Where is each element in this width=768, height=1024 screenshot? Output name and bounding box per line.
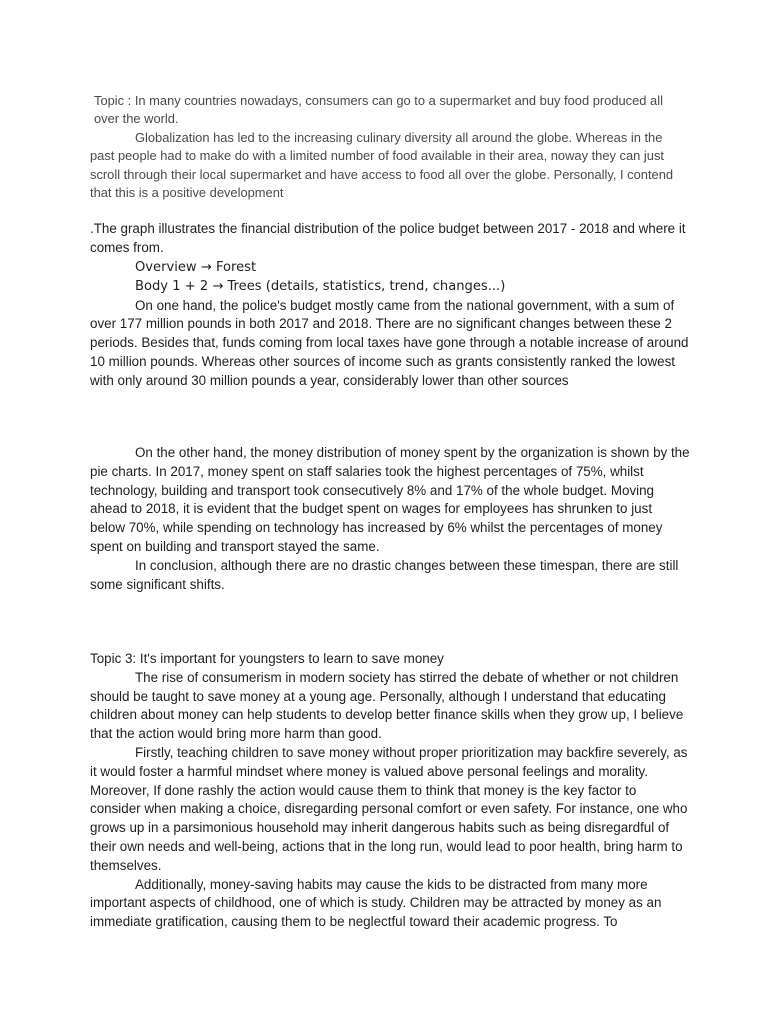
topic2-continued bbox=[90, 444, 690, 594]
topic1-paragraph: Globalization has led to the increasing culinary diversity all around the globe. Whereas in the past people had to make do with a limited number of food available in their area, noway they can just scroll through their local supermarket and have access to food all over the globe. Personally, I contend that this is a positive development bbox=[90, 129, 674, 201]
topic2-body2: On the other hand, the money distribution of money spent by the organization is shown by the pie charts. In 2017, money spent on staff salaries took the highest percentages of 75%, whilst technology, building and transport took consecutively 8% and 17% of the whole budget. Moving ahead to 2018, it is evident that the budget spent on wages for employees has shrunken to just below 70%, while spending on technology has increased by 6% whilst the percentages of money spent on building and transport stayed the same. bbox=[90, 445, 690, 554]
topic2-body1: On one hand, the police's budget mostly came from the national government, with a sum of over 177 million pounds in both 2017 and 2018. There are no significant changes between these 2 periods. Besides that, funds coming from local taxes have gone through a notable increase of around 10 million pounds. Whereas other sources of income such as grants consistently ranked the lowest with only around 30 million pounds a year, considerably lower than other sources bbox=[90, 297, 689, 388]
outline-overview: Overview → Forest bbox=[135, 259, 257, 275]
topic1-title: Topic : In many countries nowadays, consumers can go to a supermarket and buy food produced all over the world. bbox=[94, 93, 663, 127]
topic3-section bbox=[90, 650, 690, 932]
topic2-section bbox=[90, 220, 690, 391]
topic2-intro: .The graph illustrates the financial distribution of the police budget between 2017 - 2018 and where it comes from. bbox=[90, 221, 686, 255]
outline-body: Body 1 + 2 → Trees (details, statistics, trend, changes...) bbox=[135, 279, 506, 295]
topic3-paragraph-2: Firstly, teaching children to save money without proper prioritization may backfire severely, as it would foster a harmful mindset where money is valued above personal feelings and morality. Moreover, If done rashly the action would cause them to think that money is the key factor to consider when making a choice, disregarding personal comfort or even safety. For instance, one who grows up in a parsimonious household may inherit dangerous habits such as being disregardful of their own needs and well-being, actions that in the long run, would lead to poor health, bring harm to themselves. bbox=[90, 744, 688, 873]
topic3-paragraph-3: Additionally, money-saving habits may cause the kids to be distracted from many more important aspects of childhood, one of which is study. Children may be attracted by money as an immediate gratification, causing them to be neglectful toward their academic progress. To bbox=[90, 876, 662, 930]
topic3-title: Topic 3: It's important for youngsters to learn to save money bbox=[90, 651, 444, 666]
topic3-paragraph-1: The rise of consumerism in modern society has stirred the debate of whether or not children should be taught to save money at a young age. Personally, although I understand that educating children about money can help students to develop better finance skills when they grow up, I believe that the action would bring more harm than good. bbox=[90, 669, 684, 742]
topic2-conclusion: In conclusion, although there are no drastic changes between these timespan, there are still some significant shifts. bbox=[90, 557, 679, 592]
topic1-section bbox=[90, 92, 690, 202]
